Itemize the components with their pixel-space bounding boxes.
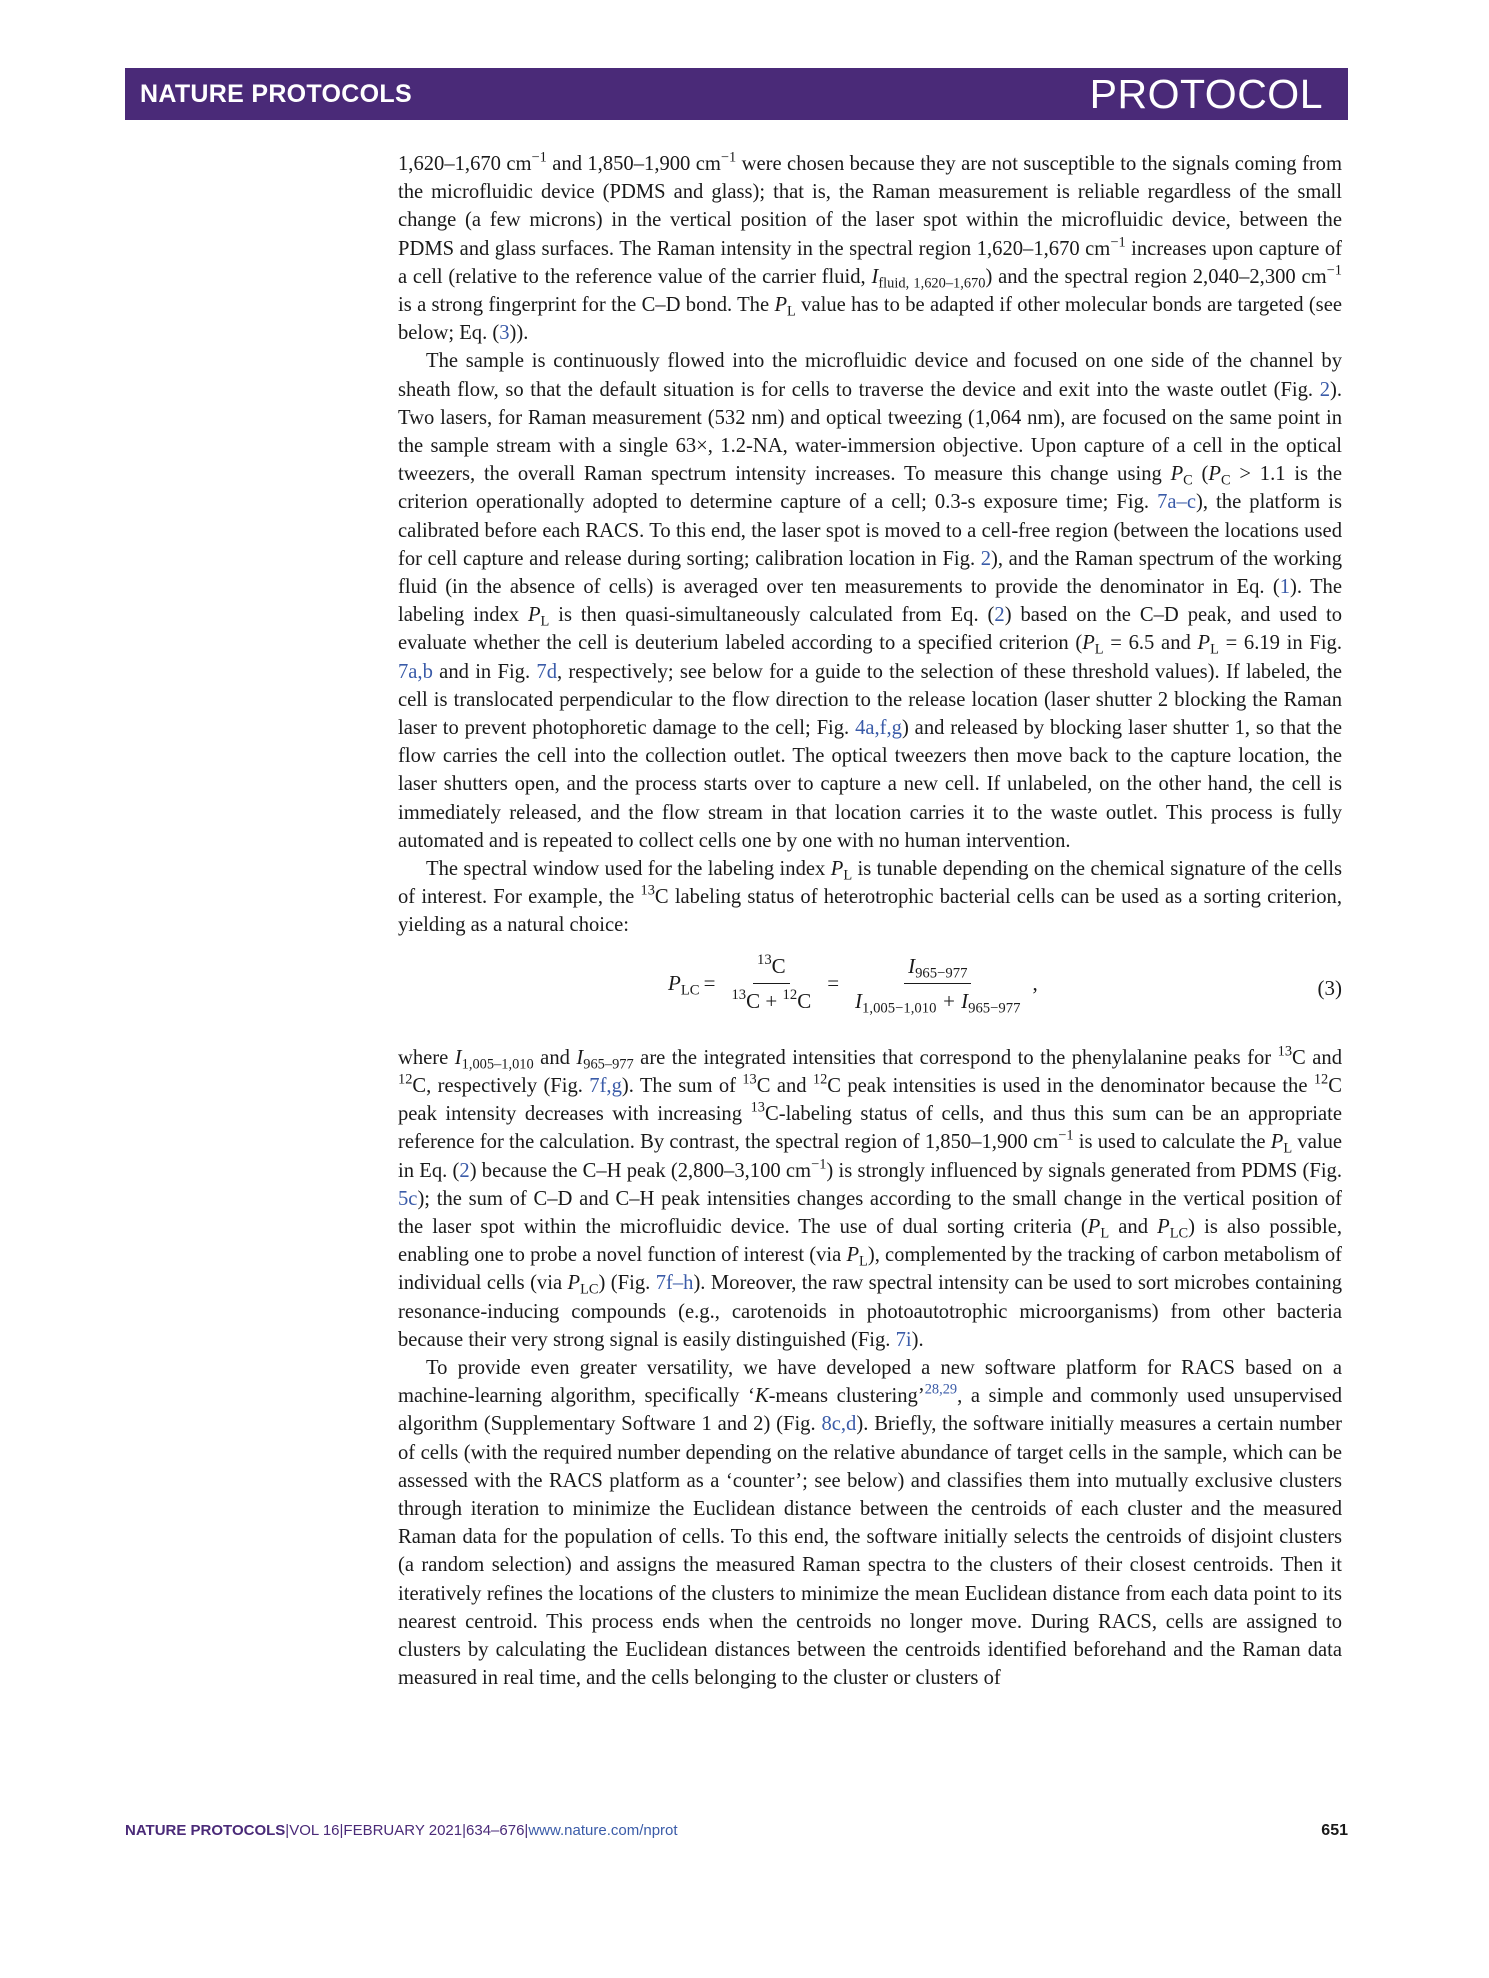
equation-ref[interactable]: 1 <box>1279 576 1291 599</box>
figure-ref[interactable]: 2 <box>1319 378 1330 401</box>
equation-3 <box>398 946 1342 1030</box>
figure-ref[interactable]: 7d <box>536 660 557 683</box>
equation-number: (3) <box>1317 975 1342 1000</box>
figure-ref[interactable]: 8c,d <box>821 1413 857 1436</box>
footer-date: FEBRUARY 2021 <box>343 1822 463 1839</box>
journal-header <box>125 68 1348 120</box>
paragraph-1: 1,620–1,670 $cm^{-1}$ and 1,850–1,900 $cm^{-1}$ were chosen because they are not susceptible to the signals coming from the microfluidic device (PDMS and glass); that is, the Raman measurement is reliable regardless of the small change (a few microns) in the vertical position of the laser spot within the microfluidic device, between the PDMS and glass surfaces. The Raman intensity in the spectral region 1,620–1,670 $cm^{-1}$ increases upon capture of a cell (relative to the reference value of the carrier fluid, $I_{fluid, 1,620-1,670}$) and the spectral region 2,040–2,300 $cm^{-1}$ is a strong fingerprint for the C–D bond. The $P_L$ value has to be adapted if other molecular bonds are targeted (see below; Eq. (3)). <box>398 149 1343 345</box>
equation-ref[interactable]: 2 <box>459 1159 470 1182</box>
figure-ref[interactable]: 7a–c <box>1157 491 1196 514</box>
paragraph-5: To provide even greater versatility, we have developed a new software platform for RACS based on a machine-learning algorithm, specifically ‘K-means clustering’$^{28,29}$, a simple and commonly used unsupervised algorithm (Supplementary Software 1 and 2) (Fig. 8c,d). Briefly, the software initially measures a certain number of cells (with the required number depending on the relative abundance of target cells in the sample, which can be assessed with the RACS platform as a ‘counter’; see below) and classifies them into mutually exclusive clusters through iteration to minimize the Euclidean distance between the centroids of each cluster and the measured Raman data for the population of cells. To this end, the software initially selects the centroids of disjoint clusters (a random selection) and assigns the measured Raman spectra to the clusters of their closest centroids. Then it iteratively refines the locations of the clusters to minimize the mean Euclidean distance from each data point to its nearest centroid. This process ends when the centroids no longer move. During RACS, cells are assigned to clusters by calculating the Euclidean distances between the centroids identified beforehand and the Raman data measured in real time, and the cells belonging to the cluster or clusters of <box>398 1356 1343 1690</box>
equation-ref[interactable]: 2 <box>994 604 1005 627</box>
page-footer: NATURE PROTOCOLS|VOL 16|FEBRUARY 2021|634–676|www.nature.com/nprot 651 <box>125 1822 1348 1839</box>
footer-pages: 634–676 <box>466 1822 525 1839</box>
journal-name: NATURE PROTOCOLS <box>140 80 412 108</box>
footer-url-link[interactable]: www.nature.com/nprot <box>528 1822 678 1839</box>
page-number: 651 <box>1321 1822 1348 1839</box>
figure-ref[interactable]: 4a,f,g <box>855 717 902 740</box>
paragraph-4: where $I_{1,005-1,010}$ and $I_{965-977}$ are the integrated intensities that correspond to the phenylalanine peaks for $^{13}$C and $^{12}$C, respectively (Fig. 7f,g). The sum of $^{13}$C and $^{12}$C peak intensities is used in the denominator because the $^{12}$C peak intensity decreases with increasing $^{13}$C-labeling status of cells, and thus this sum can be an appropriate reference for the calculation. By contrast, the spectral region of 1,850–1,900 $cm^{-1}$ is used to calculate the $P_L$ value in Eq. (2) because the C–H peak (2,800–3,100 $cm^{-1}$) is strongly influenced by signals generated from PDMS (Fig. 5c); the sum of C–D and C–H peak intensities changes according to the small change in the vertical position of the laser spot within the microfluidic device. The use of dual sorting criteria ($P_L$ and $P_{LC}$) is also possible, enabling one to probe a novel function of interest (via $P_L$), complemented by the tracking of carbon metabolism of individual cells (via $P_{LC}$) (Fig. 7f–h). Moreover, the raw spectral intensity can be used to sort microbes containing resonance-inducing compounds (e.g., carotenoids in photoautotrophic microorganisms) from other bacteria because their very strong signal is easily distinguished (Fig. 7i). <box>398 1043 1343 1351</box>
fraction-isotope: $\frac{^{13}C}{^{13}C + ^{12}C}$ <box>731 951 812 1013</box>
figure-ref[interactable]: 7i <box>895 1328 912 1351</box>
figure-ref[interactable]: 2 <box>980 547 992 570</box>
figure-ref[interactable]: 5c <box>398 1187 418 1210</box>
section-label: PROTOCOL <box>1089 71 1323 117</box>
figure-ref[interactable]: 7f–h <box>655 1272 694 1295</box>
article-body <box>398 150 1342 1692</box>
footer-journal: NATURE PROTOCOLS <box>125 1822 286 1839</box>
footer-volume: VOL 16 <box>289 1822 340 1839</box>
figure-ref[interactable]: 7a,b <box>398 660 433 683</box>
paragraph-3: The spectral window used for the labeling index $P_L$ is tunable depending on the chemical signature of the cells of interest. For example, the $^{13}$C labeling status of heterotrophic bacterial cells can be used as a sorting criterion, yielding as a natural choice: <box>398 858 1342 937</box>
citation-ref[interactable]: 28,29 <box>924 1381 958 1398</box>
figure-ref[interactable]: 7f,g <box>589 1074 622 1097</box>
equation-body: $P_{LC}$ = $\frac{^{13}C}{^{13}C + ^{12}C}$ = $\frac{I_{965-977}}{I_{1,005-1,010} + I_{965-977}}$ , <box>668 951 1038 1017</box>
fraction-intensity: $\frac{I_{965-977}}{I_{1,005-1,010} + I_{965-977}}$ <box>855 953 1021 1017</box>
paragraph-2: The sample is continuously flowed into the microfluidic device and focused on one side of the channel by sheath flow, so that the default situation is for cells to traverse the device and exit into the waste outlet (Fig. 2). Two lasers, for Raman measurement (532 nm) and optical tweezing (1,064 nm), are focused on the same point in the sample stream with a single 63×, 1.2-NA, water-immersion objective. Upon capture of a cell in the optical tweezers, the overall Raman spectrum intensity increases. To measure this change using $P_C$ ($P_C > 1.1$ is the criterion operationally adopted to determine capture of a cell; 0.3-s exposure time; Fig. 7a–c), the platform is calibrated before each RACS. To this end, the laser spot is moved to a cell-free region (between the locations used for cell capture and release during sorting; calibration location in Fig. 2), and the Raman spectrum of the working fluid (in the absence of cells) is averaged over ten measurements to provide the denominator in Eq. (1). The labeling index $P_L$ is then quasi-simultaneously calculated from Eq. (2) based on the C–D peak, and used to evaluate whether the cell is deuterium labeled according to a specified criterion ($P_L = 6.5$ and $P_L = 6.19$ in Fig. 7a,b and in Fig. 7d, respectively; see below for a guide to the selection of these threshold values). If labeled, the cell is translocated perpendicular to the flow direction to the release location (laser shutter 2 blocking the Raman laser to prevent photophoretic damage to the cell; Fig. 4a,f,g) and released by blocking laser shutter 1, so that the flow carries the cell into the collection outlet. The optical tweezers then move back to the capture location, the laser shutters open, and the process starts over to capture a new cell. If unlabeled, on the other hand, the cell is immediately released, and the flow stream in that location carries it to the waste outlet. This process is fully automated and is repeated to collect cells one by one with no human intervention. <box>398 350 1342 852</box>
equation-ref[interactable]: 3 <box>499 322 510 345</box>
